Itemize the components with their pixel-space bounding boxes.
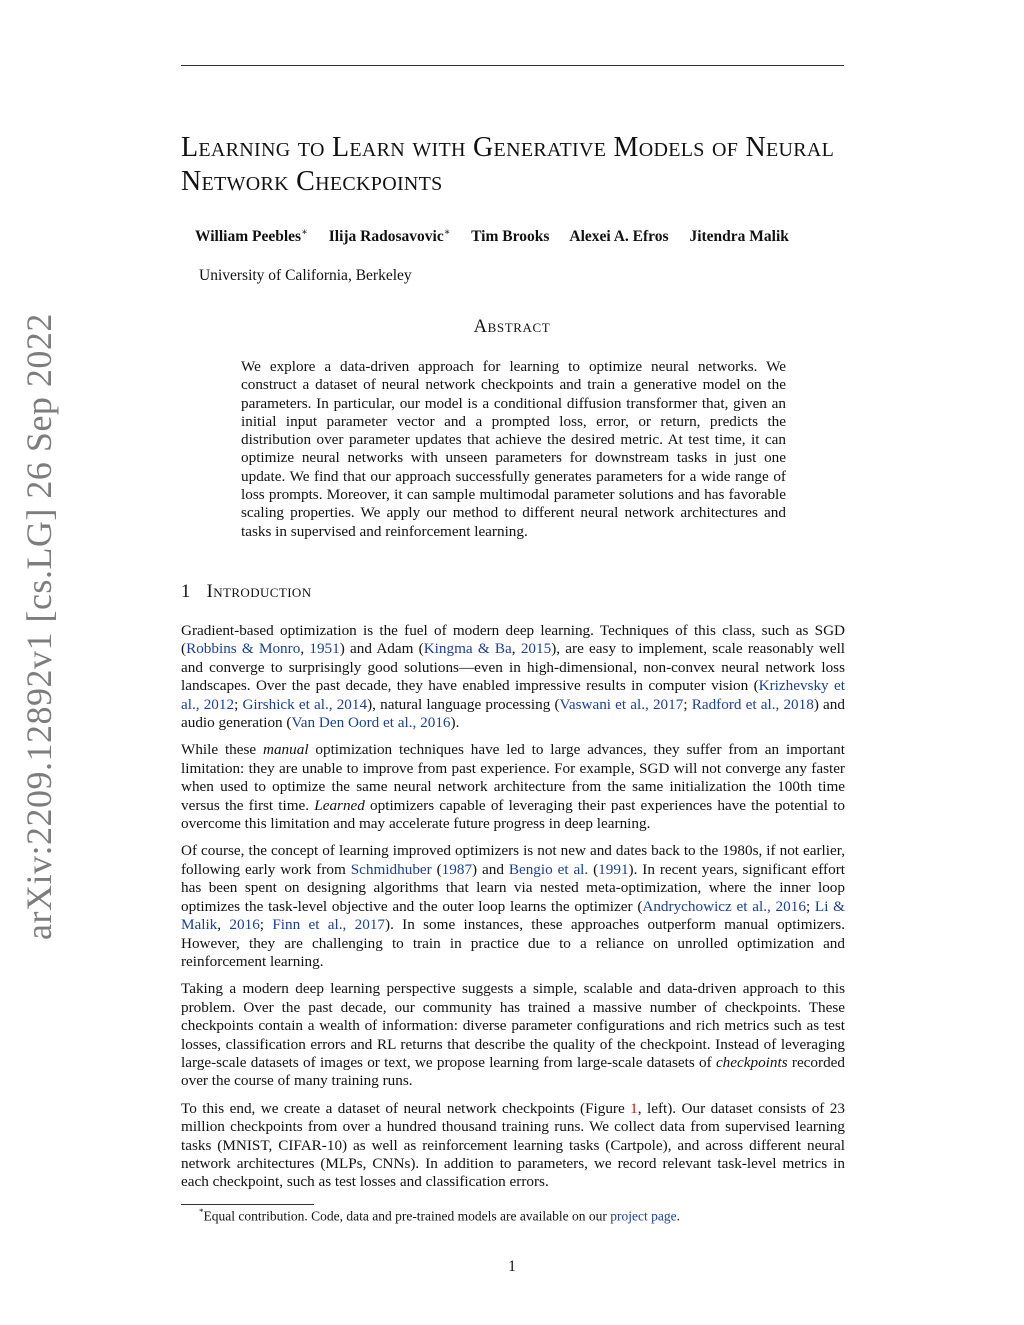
- paragraph: Taking a modern deep learning perspective suggests a simple, scalable and data-driven approach to this problem. Over the past decade, our community has trained a massive number of checkpoints. These checkpoints contain a wealth of information: diverse parameter configurations and rich metrics such as test losses, classification errors and RL returns that describe the quality of the checkpoint. Instead of leveraging large-scale datasets of images or text, we propose learning from large-scale datasets of checkpoints recorded over the course of many training runs.: [181, 980, 846, 1090]
- abstract-heading: Abstract: [473, 317, 551, 337]
- citation-link[interactable]: 1991: [598, 860, 629, 878]
- citation-link[interactable]: 1951: [309, 640, 340, 658]
- citation-link[interactable]: Kingma & Ba: [423, 640, 512, 658]
- author: Jitendra Malik: [689, 228, 789, 246]
- abstract-text: We explore a data-driven approach for learning to optimize neural networks. We construct a dataset of neural network checkpoints and train a generative model on the parameters. In particular, our model is a conditional diffusion transformer that, given an initial input parameter vector and a prompted loss, error, or return, predicts the distribution over parameter updates that achieve the desired metric. At test time, it can optimize neural networks with unseen parameters for downstream tasks in just one update. We find that our approach successfully generates parameters for a wide range of loss prompts. Moreover, it can sample multimodal parameter solutions and has favorable scaling properties. We apply our method to different neural network architectures and tasks in supervised and reinforcement learning.: [241, 358, 786, 540]
- paper-title: Learning to Learn with Generative Models of Neural Network Checkpoints: [181, 132, 835, 197]
- citation-link[interactable]: Schmidhuber: [350, 860, 432, 878]
- author: Tim Brooks: [471, 228, 550, 246]
- citation-link[interactable]: Bengio et al.: [508, 860, 589, 878]
- paragraph: To this end, we create a dataset of neural network checkpoints (Figure 1, left). Our dataset consists of 23 million checkpoints from over a hundred thousand training runs. We collect data from supervised learning tasks (MNIST, CIFAR-10) as well as reinforcement learning tasks (Cartpole), and across different neural network architectures (MLPs, CNNs). In addition to parameters, we record relevant task-level metrics in each checkpoint, such as test losses and classification errors.: [181, 1099, 845, 1191]
- paragraph: Gradient-based optimization is the fuel of modern deep learning. Techniques of this class, such as SGD (Robbins & Monro, 1951) and Adam (Kingma & Ba, 2015), are easy to implement, scale reasonably well and converge to surprisingly good solutions—even in high-dimensional, non-convex neural network loss landscapes. Over the past decade, they have enabled impressive results in computer vision (Krizhevsky et al., 2012; Girshick et al., 2014), natural language processing (Vaswani et al., 2017; Radford et al., 2018) and audio generation (Van Den Oord et al., 2016).: [181, 622, 846, 732]
- citation-link[interactable]: Andrychowicz et al., 2016: [642, 897, 806, 915]
- section-body: [181, 622, 845, 1201]
- citation-link[interactable]: 2016: [229, 916, 260, 934]
- author: Ilija Radosavovic∗: [328, 227, 451, 246]
- citation-link[interactable]: Van Den Oord et al., 2016: [291, 714, 451, 732]
- author-list: [195, 227, 835, 246]
- arxiv-identifier-stamp: arXiv:2209.12892v1 [cs.LG] 26 Sep 2022: [19, 313, 59, 940]
- top-rule: [181, 65, 844, 66]
- footnote: *Equal contribution. Code, data and pre-trained models are available on our project page.: [199, 1207, 680, 1224]
- section-heading: [181, 582, 312, 603]
- paragraph: Of course, the concept of learning improved optimizers is not new and dates back to the 1980s, if not earlier, following early work from Schmidhuber (1987) and Bengio et al. (1991). In recent years, significant effort has been spent on designing algorithms that learn via nested meta-optimization, where the inner loop optimizes the task-level objective and the outer loop learns the optimizer (Andrychowicz et al., 2016; Li & Malik, 2016; Finn et al., 2017). In some instances, these approaches outperform manual optimizers. However, they are challenging to train in practice due to a reliance on unrolled optimization and reinforcement learning.: [181, 842, 845, 970]
- affiliation: University of California, Berkeley: [199, 267, 412, 284]
- emphasis: checkpoints: [715, 1053, 788, 1071]
- paragraph: While these manual optimization techniques have led to large advances, they suffer from an important limitation: they are unable to improve from past experience. For example, SGD will not converge any faster when used to optimize the same neural network architecture from the same initialization the 100th time versus the first time. Learned optimizers capable of leveraging their past experiences have the potential to overcome this limitation and may accelerate future progress in deep learning.: [181, 741, 845, 833]
- author: William Peebles∗: [195, 227, 308, 246]
- citation-link[interactable]: Krizhevsky et al., 2012: [181, 677, 845, 713]
- citation-link[interactable]: Robbins & Monro: [186, 640, 301, 658]
- figure-reference-link[interactable]: 1: [630, 1099, 638, 1117]
- section-number: 1: [181, 582, 191, 602]
- emphasis: Learned: [314, 796, 365, 814]
- page-number: 1: [508, 1258, 516, 1275]
- author: Alexei A. Efros: [569, 228, 669, 246]
- emphasis: manual: [262, 741, 309, 759]
- citation-link[interactable]: Li & Malik: [181, 897, 845, 934]
- citation-link[interactable]: Finn et al., 2017: [272, 916, 386, 934]
- section-title: Introduction: [206, 582, 312, 602]
- footnote-mark: *: [199, 1207, 204, 1217]
- footnote-rule: [181, 1204, 314, 1205]
- project-page-link[interactable]: project page: [610, 1208, 677, 1224]
- citation-link[interactable]: Radford et al., 2018: [691, 695, 814, 713]
- citation-link[interactable]: 1987: [441, 860, 473, 878]
- citation-link[interactable]: 2015: [520, 640, 552, 658]
- citation-link[interactable]: Girshick et al., 2014: [242, 695, 368, 713]
- citation-link[interactable]: Vaswani et al., 2017: [559, 695, 684, 713]
